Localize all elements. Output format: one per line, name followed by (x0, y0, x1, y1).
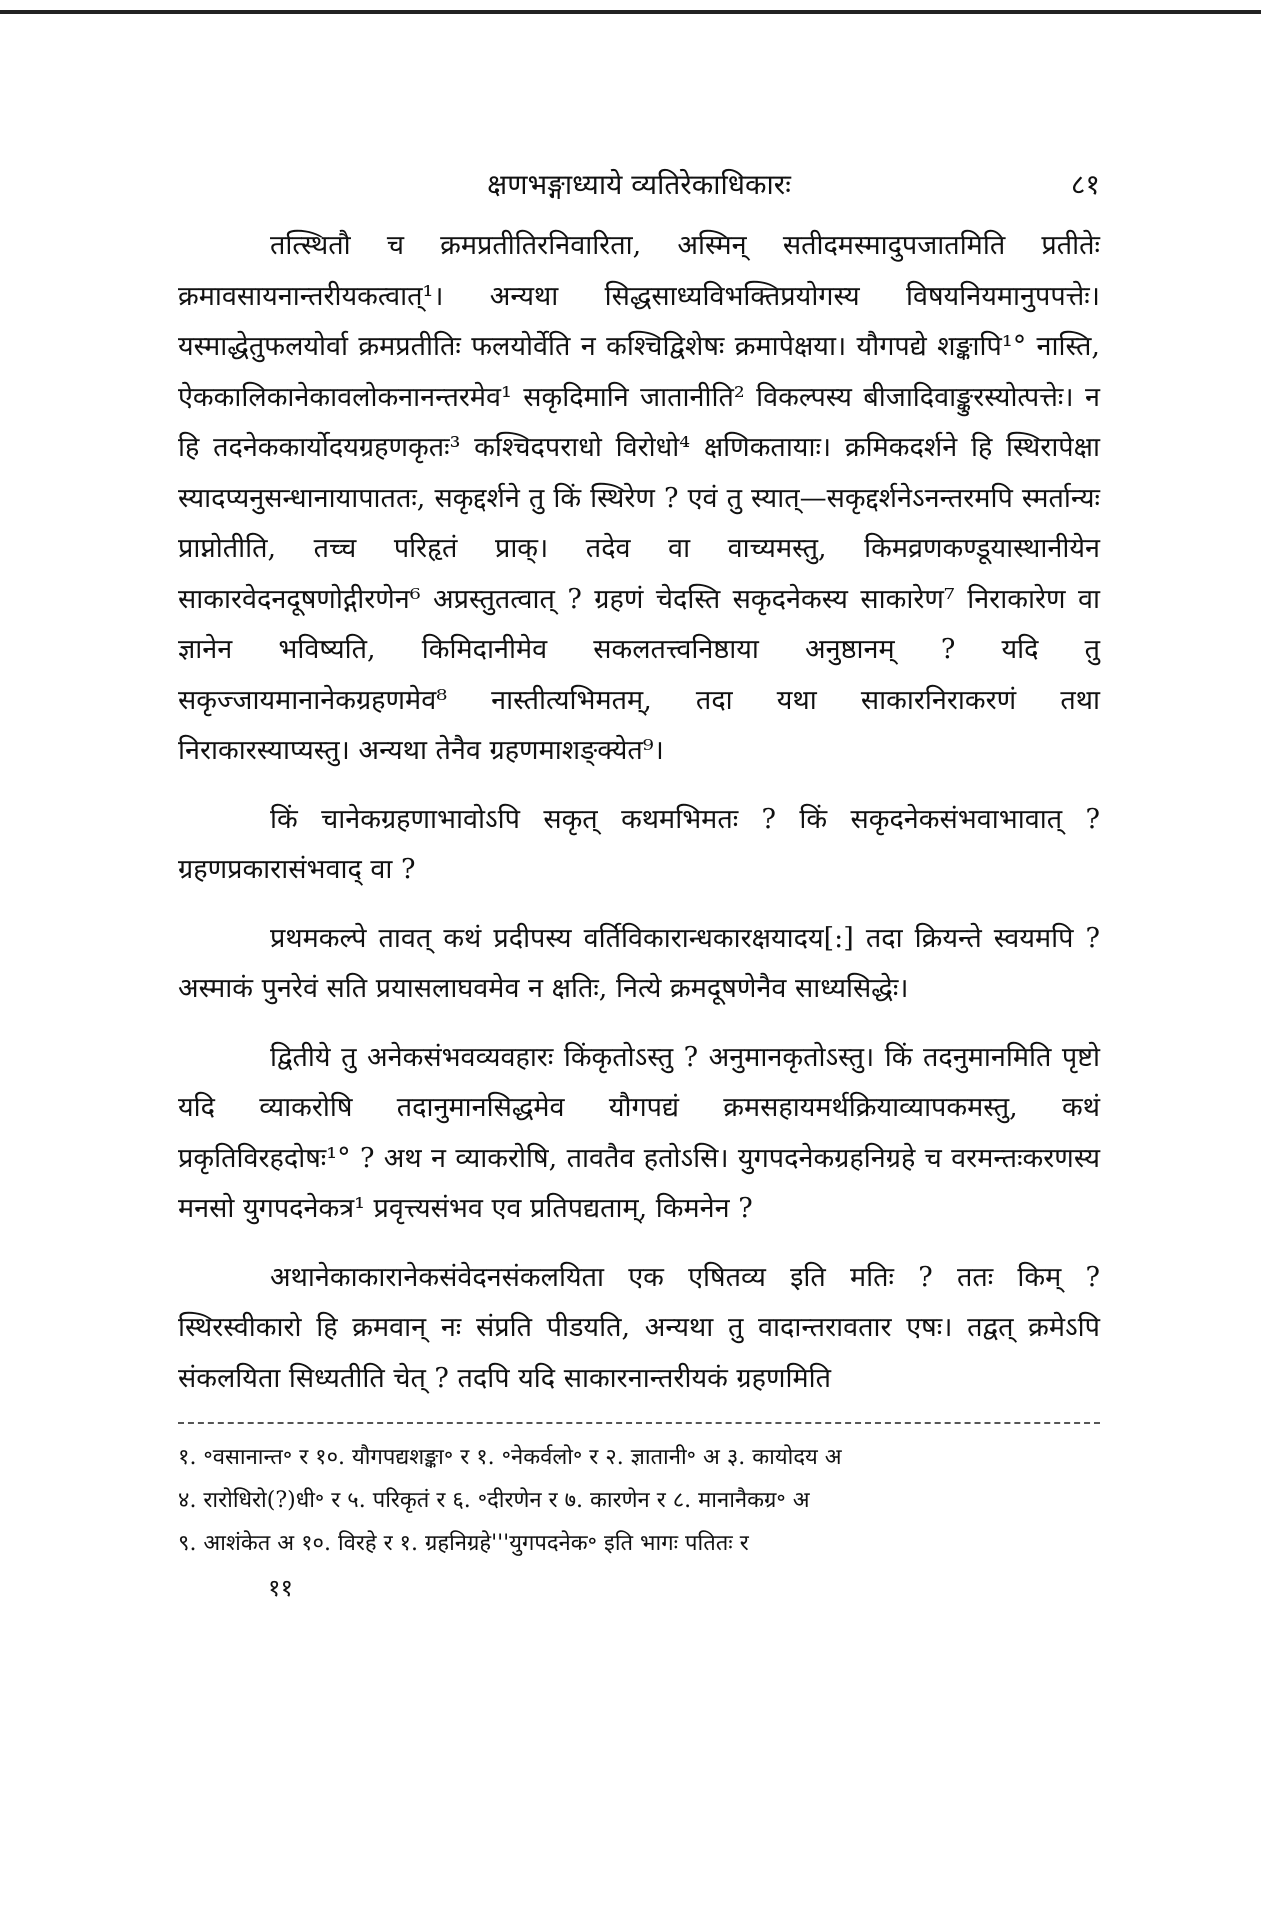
footnote-divider (178, 1422, 1100, 1424)
running-header (178, 165, 1100, 221)
footnotes (178, 1436, 1100, 1565)
paragraph-4: द्वितीये तु अनेकसंभवव्यवहारः किंकृतोऽस्तु ? अनुमानकृतोऽस्तु। किं तदनुमानमिति पृष्टो यदि व्याकरोषि तदानुमानसिद्धमेव यौगपद्यं क्रमसहायमर्थक्रियाव्यापकमस्तु, कथं प्रकृतिविरहदोषः¹° ? अथ न व्याकरोषि, तावतैव हतोऽसि। युगपदनेकग्रहनिग्रहे च वरमन्तःकरणस्य मनसो युगपदनेकत्र¹ प्रवृत्त्यसंभव एव प्रतिपद्यताम्, किमनेन ? (178, 1041, 1100, 1224)
page-number: ८१ (1070, 168, 1100, 201)
footnote-line: ९. आशंकेत अ १०. विरहे र १. ग्रहनिग्रहे'''युगपदनेक॰ इति भागः पतितः र (178, 1531, 749, 1556)
footnote-line: १. ॰वसानान्त॰ र १०. यौगपद्यशङ्का॰ र १. ॰नेकर्वलो॰ र २. ज्ञातानी॰ अ ३. कायोदय अ (178, 1445, 842, 1470)
page-body (178, 165, 1100, 1604)
signature-mark: ११ (268, 1574, 293, 1602)
paragraph-5: अथानेकाकारानेकसंवेदनसंकलयिता एक एषितव्य इति मतिः ? ततः किम् ? स्थिरस्वीकारो हि क्रमवान् नः संप्रति पीडयति, अन्यथा तु वादान्तरावतार एषः। तद्वत् क्रमेऽपि संकलयिता सिध्यतीति चेत् ? तदपि यदि साकारनान्तरीयकं ग्रहणमिति (178, 1261, 1100, 1394)
chapter-title: क्षणभङ्गाध्याये व्यतिरेकाधिकारः (487, 168, 791, 201)
paragraph-2: किं चानेकग्रहणाभावोऽपि सकृत् कथमभिमतः ? किं सकृदनेकसंभवाभावात् ? ग्रहणप्रकारासंभवाद् वा ? (178, 803, 1100, 885)
top-border-rule (0, 10, 1261, 14)
footnote-line: ४. रारोधिरो(?)धी॰ र ५. परिकृतं र ६. ॰दीरणेन र ७. कारणेन र ८. मानानैकग्र॰ अ (178, 1488, 810, 1513)
paragraph-1: तत्स्थितौ च क्रमप्रतीतिरनिवारिता, अस्मिन् सतीदमस्मादुपजातमिति प्रतीतेः क्रमावसायनान्तरीयकत्वात्¹। अन्यथा सिद्धसाध्यविभक्तिप्रयोगस्य विषयनियमानुपपत्तेः। यस्माद्धेतुफलयोर्वा क्रमप्रतीतिः फलयोर्वेति न कश्चिद्विशेषः क्रमापेक्षया। यौगपद्ये शङ्कापि¹° नास्ति, ऐककालिकानेकावलोकनानन्तरमेव¹ सकृदिमानि जातानीति² विकल्पस्य बीजादिवाङ्कुरस्योत्पत्तेः। न हि तदनेककार्योदयग्रहणकृतः³ कश्चिदपराधो विरोधो⁴ क्षणिकतायाः। क्रमिकदर्शने हि स्थिरापेक्षा स्यादप्यनुसन्धानायापाततः, सकृद्दर्शने तु किं स्थिरेण ? एवं तु स्यात्—सकृद्दर्शनेऽनन्तरमपि स्मर्तान्यः प्राप्नोतीति, तच्च परिहृतं प्राक्। तदेव वा वाच्यमस्तु, किमव्रणकण्डूयास्थानीयेन साकारवेदनदूषणोद्गीरणेन⁶ अप्रस्तुतत्वात् ? ग्रहणं चेदस्ति सकृदनेकस्य साकारेण⁷ निराकारेण वा ज्ञानेन भविष्यति, किमिदानीमेव सकलतत्त्वनिष्ठाया अनुष्ठानम् ? यदि तु सकृज्जायमानानेकग्रहणमेव⁸ नास्तीत्यभिमतम्, तदा यथा साकारनिराकरणं तथा निराकारस्याप्यस्तु। अन्यथा तेनैव ग्रहणमाशङ्क्येत⁹। (178, 230, 1100, 766)
paragraph-3: प्रथमकल्पे तावत् कथं प्रदीपस्य वर्तिविकारान्धकारक्षयादय[:] तदा क्रियन्ते स्वयमपि ? अस्माकं पुनरेवं सति प्रयासलाघवमेव न क्षतिः, नित्ये क्रमदूषणेनैव साध्यसिद्धेः। (178, 922, 1100, 1004)
